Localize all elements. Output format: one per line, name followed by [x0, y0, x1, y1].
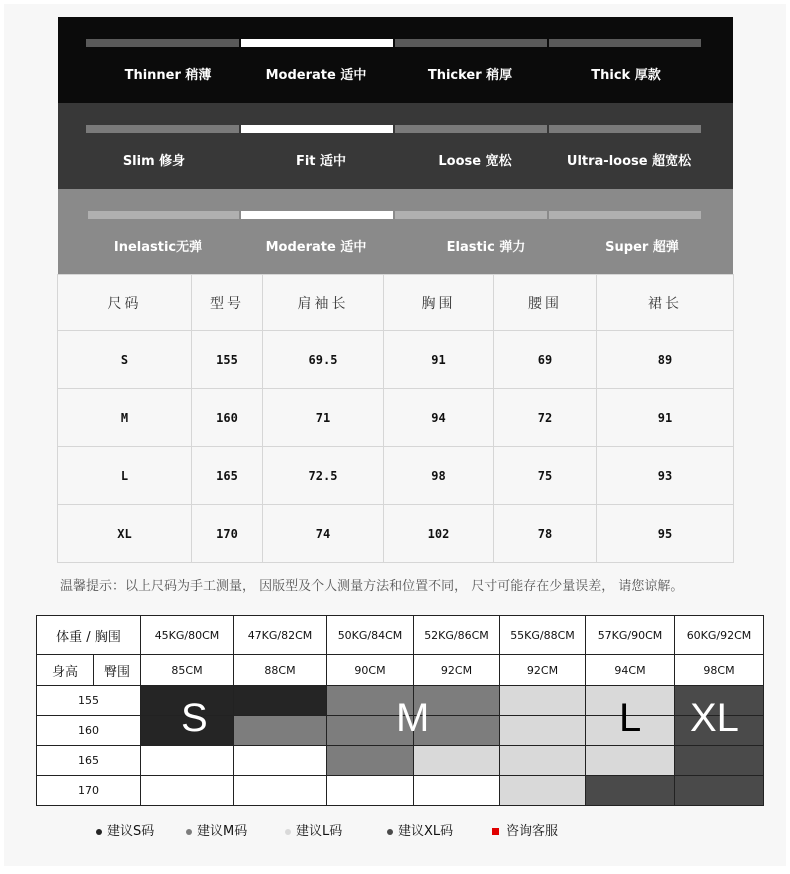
size-zone-cell [500, 716, 586, 746]
weight-row [37, 616, 764, 655]
size-zone-cell [234, 716, 327, 746]
height-cell: 155 [37, 686, 141, 716]
legend-m-dot [186, 829, 192, 835]
size-cell: L [58, 447, 192, 505]
size-zone-cell [675, 746, 764, 776]
legend-s-label: 建议S码 [107, 824, 155, 839]
fit-band [58, 103, 733, 189]
thickness-label-1: Thinner 稍薄 [124, 68, 212, 83]
elasticity-label-4: Super 超弹 [605, 240, 679, 255]
thickness-label-3: Thicker 稍厚 [427, 68, 513, 83]
legend-xl-dot [387, 829, 393, 835]
bust-cell: 102 [384, 505, 494, 563]
legend-service[interactable] [492, 820, 558, 839]
thickness-seg-4 [549, 39, 701, 47]
size-zone-cell [500, 776, 586, 806]
thickness-seg-2 [241, 39, 393, 47]
length-cell: 89 [597, 331, 734, 389]
table-row [58, 447, 734, 505]
legend-service-label: 咨询客服 [506, 824, 559, 839]
zone-label-s: S [181, 696, 208, 740]
elasticity-seg-2 [241, 211, 393, 219]
weight-cell: 52KG/86CM [414, 616, 500, 655]
hip-cell: 90CM [327, 655, 414, 686]
elasticity-seg-4 [549, 211, 701, 219]
size-table [57, 274, 734, 563]
weight-cell: 47KG/82CM [234, 616, 327, 655]
weight-cell: 55KG/88CM [500, 616, 586, 655]
hip-cell: 94CM [586, 655, 675, 686]
legend-s [96, 820, 154, 839]
size-zone-cell [414, 776, 500, 806]
legend-xl [387, 820, 453, 839]
thickness-seg-3 [395, 39, 547, 47]
thickness-seg-1 [86, 39, 239, 47]
elasticity-label-1: Inelastic无弹 [113, 240, 203, 255]
fit-seg-1 [86, 125, 239, 133]
fit-seg-4 [549, 125, 701, 133]
legend-service-square [492, 828, 499, 835]
size-zone-cell [414, 746, 500, 776]
thickness-label-2: Moderate 适中 [265, 68, 367, 83]
height-cell: 165 [37, 746, 141, 776]
weight-cell: 60KG/92CM [675, 616, 764, 655]
size-zone-cell [327, 776, 414, 806]
size-cell: M [58, 389, 192, 447]
hip-cell: 92CM [500, 655, 586, 686]
header-bust: 胸围 [384, 275, 494, 331]
legend-l-dot [285, 829, 291, 835]
header-shoulder-sleeve: 肩袖长 [263, 275, 384, 331]
table-row [58, 331, 734, 389]
model-cell: 170 [192, 505, 263, 563]
elasticity-seg-3 [395, 211, 547, 219]
legend-xl-label: 建议XL码 [398, 824, 454, 839]
height-row [37, 776, 764, 806]
size-zone-cell [675, 776, 764, 806]
hip-cell: 98CM [675, 655, 764, 686]
length-cell: 95 [597, 505, 734, 563]
measurement-tip: 温馨提示：以上尺码为手工测量， 因版型及个人测量方法和位置不同， 尺寸可能存在少量误差， 请您谅解。 [60, 579, 684, 594]
fit-seg-3 [395, 125, 547, 133]
zone-label-xl: XL [690, 696, 739, 740]
fit-label-4: Ultra-loose 超宽松 [566, 154, 692, 169]
corner-weight-bust: 体重 / 胸围 [37, 616, 141, 655]
hip-cell: 85CM [141, 655, 234, 686]
size-zone-cell [234, 776, 327, 806]
size-zone-cell [234, 686, 327, 716]
size-zone-cell [141, 746, 234, 776]
header-size: 尺码 [58, 275, 192, 331]
table-row [58, 505, 734, 563]
corner-height: 身高 [37, 655, 94, 686]
height-row [37, 746, 764, 776]
shoulder-sleeve-cell: 72.5 [263, 447, 384, 505]
thickness-band [58, 17, 733, 103]
size-cell: S [58, 331, 192, 389]
size-zone-cell [586, 776, 675, 806]
size-cell: XL [58, 505, 192, 563]
size-zone-cell [500, 746, 586, 776]
model-cell: 160 [192, 389, 263, 447]
shoulder-sleeve-cell: 74 [263, 505, 384, 563]
header-waist: 腰围 [494, 275, 597, 331]
height-cell: 170 [37, 776, 141, 806]
elasticity-band [58, 189, 733, 275]
size-table-header [58, 275, 734, 331]
elasticity-seg-1 [88, 211, 239, 219]
hip-cell: 92CM [414, 655, 500, 686]
waist-cell: 69 [494, 331, 597, 389]
waist-cell: 72 [494, 389, 597, 447]
corner-hip: 臀围 [94, 655, 141, 686]
elasticity-label-2: Moderate 适中 [265, 240, 367, 255]
thickness-label-4: Thick 厚款 [591, 68, 661, 83]
shoulder-sleeve-cell: 71 [263, 389, 384, 447]
zone-label-m: M [396, 696, 430, 740]
table-row [58, 389, 734, 447]
length-cell: 93 [597, 447, 734, 505]
hip-cell: 88CM [234, 655, 327, 686]
header-model: 型号 [192, 275, 263, 331]
fit-seg-2 [241, 125, 393, 133]
size-zone-cell [500, 686, 586, 716]
size-zone-cell [141, 776, 234, 806]
height-cell: 160 [37, 716, 141, 746]
legend-m-label: 建议M码 [197, 824, 248, 839]
size-zone-cell [586, 746, 675, 776]
hip-row [37, 655, 764, 686]
fit-label-2: Fit 适中 [295, 154, 347, 169]
weight-cell: 45KG/80CM [141, 616, 234, 655]
model-cell: 165 [192, 447, 263, 505]
legend-l-label: 建议L码 [296, 824, 343, 839]
fit-label-3: Loose 宽松 [438, 154, 512, 169]
legend-l [285, 820, 342, 839]
weight-cell: 57KG/90CM [586, 616, 675, 655]
shoulder-sleeve-cell: 69.5 [263, 331, 384, 389]
weight-cell: 50KG/84CM [327, 616, 414, 655]
bust-cell: 98 [384, 447, 494, 505]
bust-cell: 91 [384, 331, 494, 389]
size-zone-cell [234, 746, 327, 776]
legend-s-dot [96, 829, 102, 835]
bust-cell: 94 [384, 389, 494, 447]
waist-cell: 75 [494, 447, 597, 505]
legend-m [186, 820, 247, 839]
header-length: 裙长 [597, 275, 734, 331]
length-cell: 91 [597, 389, 734, 447]
waist-cell: 78 [494, 505, 597, 563]
zone-label-l: L [619, 696, 642, 740]
fit-label-1: Slim 修身 [122, 154, 186, 169]
elasticity-label-3: Elastic 弹力 [446, 240, 526, 255]
size-zone-cell [327, 746, 414, 776]
model-cell: 155 [192, 331, 263, 389]
